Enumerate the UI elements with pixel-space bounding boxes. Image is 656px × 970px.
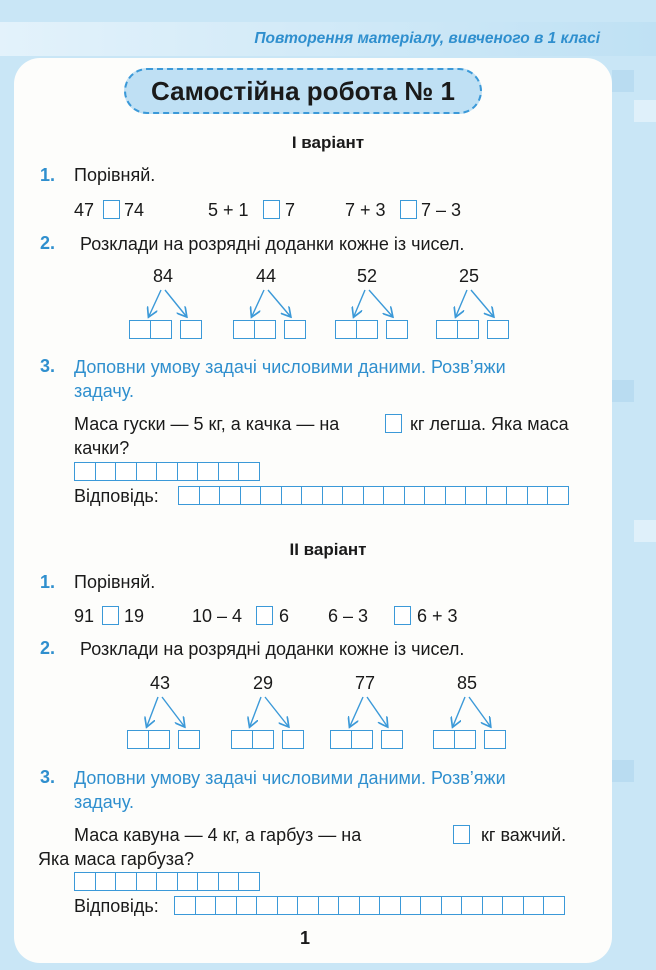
arrow [165, 290, 186, 316]
answer-label: Відповідь: [74, 896, 159, 916]
problem-text: Яка маса гарбуза? [38, 849, 195, 869]
task-text: Порівняй. [74, 572, 156, 592]
number-to-decompose: 52 [356, 266, 378, 286]
compare-right: 19 [124, 606, 145, 626]
number-to-decompose: 43 [149, 673, 171, 693]
arrow [265, 697, 288, 726]
arrow [350, 697, 363, 726]
arrow [471, 290, 493, 316]
task-text: Порівняй. [74, 165, 156, 185]
compare-left: 47 [74, 200, 95, 220]
task-number: 3. [40, 356, 56, 376]
task-text: задачу. [74, 381, 134, 401]
number-to-decompose: 25 [458, 266, 480, 286]
compare-right: 7 – 3 [421, 200, 462, 220]
arrow [250, 697, 261, 726]
compare-right: 6 [279, 606, 290, 626]
task-text: Розклади на розрядні доданки кожне із чисел. [80, 639, 465, 659]
task-number: 1. [40, 572, 56, 592]
problem-text: кг важчий. [481, 825, 567, 845]
header-title: Повторення матеріалу, вивченого в 1 класі [254, 30, 600, 47]
problem-text: Маса гуски — 5 кг, а качка — на [74, 414, 340, 434]
task-text: задачу. [74, 792, 134, 812]
arrow [369, 290, 392, 316]
number-to-decompose: 29 [252, 673, 274, 693]
variant-2-heading: ІІ варіант [289, 540, 367, 559]
page-number: 1 [300, 928, 311, 948]
arrow [367, 697, 387, 726]
number-to-decompose: 44 [255, 266, 277, 286]
task-number: 2. [40, 233, 56, 253]
task-text: Розклади на розрядні доданки кожне із чисел. [80, 234, 465, 254]
task-number: 1. [40, 165, 56, 185]
compare-right: 7 [285, 200, 296, 220]
compare-right: 6 + 3 [417, 606, 458, 626]
number-to-decompose: 84 [152, 266, 174, 286]
compare-left: 6 – 3 [328, 606, 369, 626]
arrow [268, 290, 290, 316]
variant-1-heading: І варіант [291, 133, 365, 152]
arrow [453, 697, 465, 726]
problem-text: Маса кавуна — 4 кг, а гарбуз — на [74, 825, 362, 845]
problem-text: кг легша. Яка маса [410, 414, 569, 434]
task-text: Доповни умову задачі числовими даними. Розв’яжи [74, 768, 506, 788]
number-to-decompose: 85 [456, 673, 478, 693]
arrow [147, 697, 158, 726]
arrow [354, 290, 365, 316]
task-number: 3. [40, 767, 56, 787]
arrow [162, 697, 184, 726]
arrow [469, 697, 490, 726]
problem-text: качки? [74, 438, 130, 458]
compare-left: 91 [74, 606, 95, 626]
compare-left: 10 – 4 [192, 606, 243, 626]
task-number: 2. [40, 638, 56, 658]
arrow [149, 290, 161, 316]
arrow [252, 290, 264, 316]
compare-left: 5 + 1 [208, 200, 249, 220]
work-title: Самостійна робота № 1 [124, 68, 482, 114]
compare-left: 7 + 3 [345, 200, 386, 220]
compare-right: 74 [124, 200, 145, 220]
answer-label: Відповідь: [74, 486, 159, 506]
number-to-decompose: 77 [354, 673, 376, 693]
arrow [456, 290, 467, 316]
task-text: Доповни умову задачі числовими даними. Розв’яжи [74, 357, 506, 377]
